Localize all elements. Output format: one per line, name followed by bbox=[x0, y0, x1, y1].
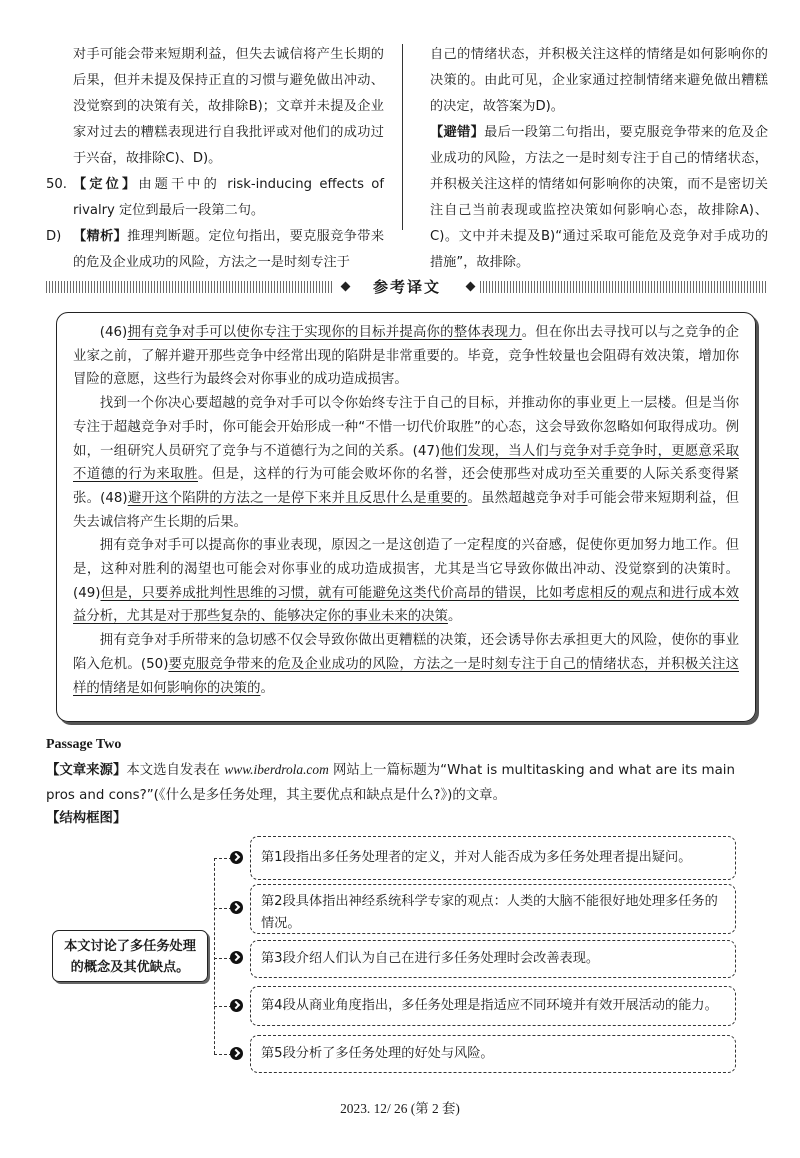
location-text: 由题干中的 risk-inducing effects of rivalry 定位到最后一段第二句。 bbox=[73, 177, 385, 218]
passage-two-title: Passage Two bbox=[46, 737, 122, 752]
text-segment: 。但在你出去寻找可以与之竞争的企业家之前，了解并避开那些竞争中经常出现的陷阱是非常重要的。毕竟，竞争性较量也会阻碍有效决策，增加你冒险的意愿，这些行为最终会对你事业的成功造成损害。 bbox=[73, 325, 740, 388]
underlined-sentence-47: 他们发现，当人们与竞争对手竞争时，更愿意采取不道德的行为来取胜 bbox=[73, 443, 739, 483]
arrow-bullet-icon bbox=[230, 901, 243, 914]
section-banner bbox=[46, 276, 768, 298]
translation-paragraph-3 bbox=[73, 534, 739, 629]
location-label: 【定位】 bbox=[73, 177, 139, 192]
page-footer: 2023. 12/ 26 (第 2 套) bbox=[340, 1101, 460, 1116]
text-segment: 。虽然超越竞争对手可能会带来短期利益，但失去诚信将产生长期的后果。 bbox=[73, 490, 740, 530]
banner-title: 参考译文 bbox=[372, 278, 441, 296]
right-column bbox=[430, 42, 768, 276]
translation-paragraph-4 bbox=[73, 629, 739, 700]
question-50-analysis bbox=[46, 224, 384, 276]
question-number: 50. bbox=[46, 177, 67, 192]
source-suffix: 网站上一篇标题为“What is multitasking and what are its main pros and cons?”(《什么是多任务处理，其主要优点和缺点是什么?》)的文章。 bbox=[46, 763, 736, 803]
text-segment: 。但是，这样的行为可能会败坏你的名誉，还会使那些对成功至关重要的人际关系变得紧张。(48) bbox=[73, 467, 739, 506]
text-segment: 拥有竞争对手所带来的急切感不仅会导致你做出更糟糕的决策，还会诱导你去承担更大的风险，使你的事业陷入危机。(50) bbox=[73, 633, 739, 672]
diagram-node-3: 第3段介绍人们认为自己在进行多任务处理时会改善表现。 bbox=[250, 940, 736, 978]
article-source bbox=[46, 757, 768, 808]
underlined-sentence-49: 但是，只要养成批判性思维的习惯，就有可能避免这类代价高昂的错误，比如考虑相反的观点和进行成本效益分析，尤其是对于那些复杂的、能够决定你的事业未来的决策 bbox=[73, 585, 739, 625]
error-avoidance-label: 【避错】 bbox=[430, 125, 485, 140]
answer-mark: D) bbox=[46, 229, 62, 244]
diagram-node-5: 第5段分析了多任务处理的好处与风险。 bbox=[250, 1035, 736, 1073]
text-segment: 拥有竞争对手可以提高你的事业表现，原因之一是这创造了一定程度的兴奋感，促使你更加努力地工作。但是，这种对胜利的渴望也可能会对你事业的成功造成损害，尤其是当它导致你做出冲动、没觉察到的决策时。(49) bbox=[73, 538, 739, 601]
diagram-main-box: 本文讨论了多任务处理的概念及其优缺点。 bbox=[52, 930, 208, 982]
banner-pattern-right bbox=[480, 281, 768, 293]
structure-diagram bbox=[46, 830, 768, 1075]
error-avoidance bbox=[430, 120, 768, 276]
diagram-node-2: 第2段具体指出神经系统科学专家的观点：人类的大脑不能很好地处理多任务的情况。 bbox=[250, 884, 736, 934]
banner-pattern-left bbox=[46, 281, 334, 293]
underlined-sentence-48: 避开这个陷阱的方法之一是停下来并且反思什么是重要的 bbox=[127, 490, 468, 506]
left-column bbox=[46, 42, 384, 276]
arrow-bullet-icon bbox=[230, 999, 243, 1012]
underlined-sentence-50: 要克服竞争带来的危及企业成功的风险，方法之一是时刻专注于自己的情绪状态，并积极关注这样的情绪是如何影响你的决策的 bbox=[73, 656, 739, 696]
arrow-bullet-icon bbox=[230, 851, 243, 864]
arrow-bullet-icon bbox=[230, 951, 243, 964]
diagram-node-4: 第4段从商业角度指出，多任务处理是指适应不同环境并有效开展活动的能力。 bbox=[250, 986, 736, 1026]
text-segment: 。 bbox=[260, 680, 274, 696]
marker-46: (46) bbox=[99, 325, 128, 340]
error-avoidance-text: 最后一段第二句指出，要克服竞争带来的危及企业成功的风险，方法之一是时刻专注于自己的情绪状态，并积极关注这样的情绪如何影响你的决策，而不是密切关注自己当前表现或监控决策如何影响心态，故排除A)、C)。文中并未提及B)“通过采取可能危及竞争对手成功的措施”，故排除。 bbox=[430, 125, 769, 270]
right-paragraph-continued: 自己的情绪状态，并积极关注这样的情绪是如何影响你的决策的。由此可见，企业家通过控制情绪来避免做出糟糕的决定，故答案为D)。 bbox=[430, 47, 768, 114]
text-segment: 找到一个你决心要超越的竞争对手可以令你始终专注于自己的目标，并推动你的事业更上一层楼。但是当你专注于超越竞争对手时，你可能会开始形成一种“不惜一切代价取胜”的心态，这会导致你忽略如何取得成功。例如，一组研究人员研究了竞争与不道德行为之间的关系。(47) bbox=[73, 396, 739, 459]
arrow-bullet-icon bbox=[230, 1047, 243, 1060]
analysis-text: 推理判断题。定位句指出，要克服竞争带来的危及企业成功的风险，方法之一是时刻专注于 bbox=[73, 229, 385, 270]
structure-label: 【结构框图】 bbox=[46, 811, 127, 826]
translation-paragraph-1 bbox=[73, 321, 739, 392]
translation-paragraph-2 bbox=[73, 392, 739, 534]
source-prefix: 本文选自发表在 bbox=[126, 763, 225, 778]
translation-box bbox=[56, 312, 756, 722]
diagram-node-1: 第1段指出多任务处理者的定义，并对人能否成为多任务处理者提出疑问。 bbox=[250, 836, 736, 880]
text-segment: 。 bbox=[447, 609, 462, 625]
source-label: 【文章来源】 bbox=[46, 763, 127, 778]
underlined-sentence-46: 拥有竞争对手可以使你专注于实现你的目标并提高你的整体表现力 bbox=[127, 325, 522, 340]
analysis-columns bbox=[46, 42, 768, 270]
source-url: www.iberdrola.com bbox=[224, 762, 329, 777]
left-paragraph-continued: 对手可能会带来短期利益，但失去诚信将产生长期的后果，但并未提及保持正直的习惯与避免做出冲动、没觉察到的决策有关，故排除B)；文章并未提及企业家对过去的糟糕表现进行自我批评或对他们的成功过于兴奋，故排除C)、D)。 bbox=[73, 47, 384, 166]
analysis-label: 【精析】 bbox=[73, 229, 128, 244]
question-50-location bbox=[46, 172, 384, 224]
diagram-trunk-line bbox=[214, 858, 215, 1054]
column-divider bbox=[402, 44, 403, 230]
